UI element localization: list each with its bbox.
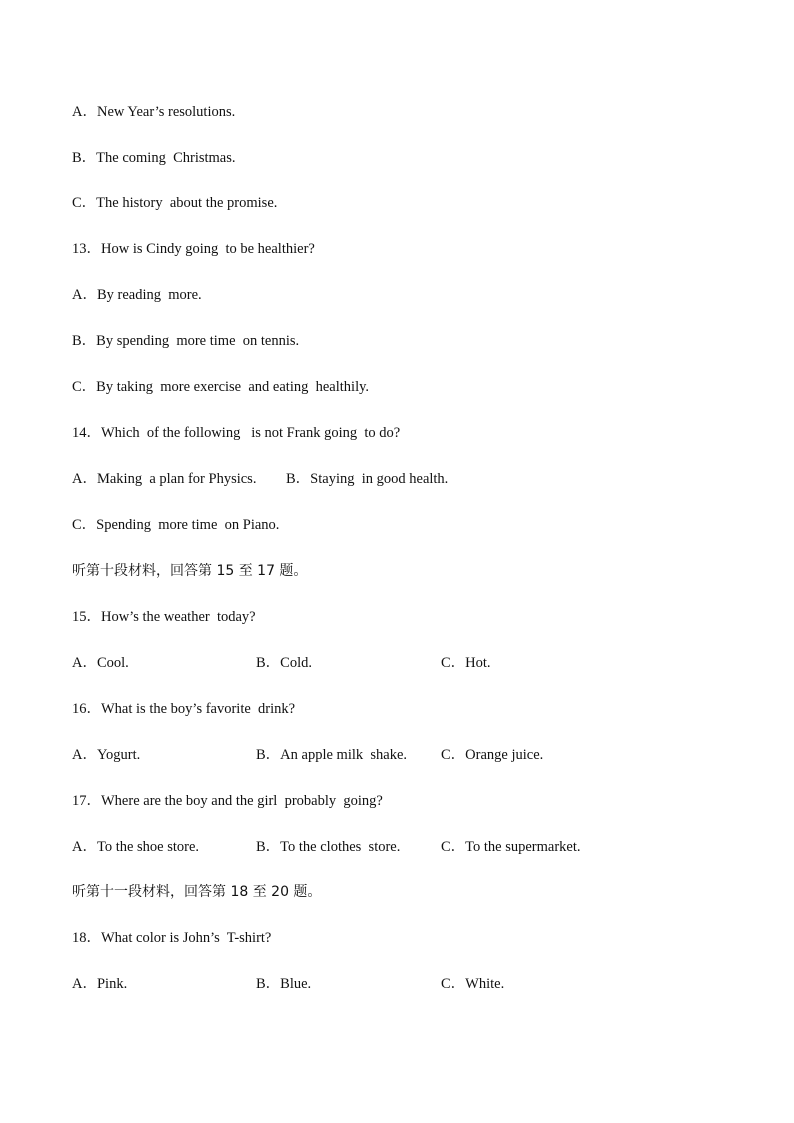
question-17: 17．Where are the boy and the girl probably going? [72,793,383,809]
q13-option-c: C．By taking more exercise and eating healthily. [72,379,370,395]
question-18: 18．What color is John’s T-shirt? [72,930,272,946]
question-16: 16．What is the boy’s favorite drink? [72,701,296,717]
q13-option-a: A．By reading more. [72,287,202,303]
q14-option-b: B．Staying in good health. [286,471,449,487]
q12-option-c: C．The history about the promise. [72,195,278,211]
q12-option-a: A．New Year’s resolutions. [72,104,236,120]
q16-options-row [72,746,722,764]
question-15: 15．How’s the weather today? [72,609,256,625]
q16-option-b: B．An apple milk shake. [256,747,408,763]
q12-option-b: B．The coming Christmas. [72,150,236,166]
q15-option-c: C．Hot. [441,655,491,671]
question-14: 14．Which of the following is not Frank going to do? [72,425,401,441]
section-11-instruction: 听第十一段材料，回答第 18 至 20 题。 [72,884,322,900]
q18-option-c: C．White. [441,976,505,992]
q15-option-b: B．Cold. [256,655,312,671]
q18-option-a: A．Pink. [72,976,128,992]
q15-option-a: A．Cool. [72,655,129,671]
q17-option-b: B．To the clothes store. [256,839,401,855]
question-13: 13．How is Cindy going to be healthier? [72,241,315,257]
q18-option-b: B．Blue. [256,976,312,992]
q17-option-c: C．To the supermarket. [441,839,581,855]
q16-option-a: A．Yogurt. [72,747,141,763]
q17-option-a: A．To the shoe store. [72,839,200,855]
q15-options-row [72,654,722,672]
q16-option-c: C．Orange juice. [441,747,544,763]
q14-options-row [72,470,722,488]
q18-options-row [72,975,722,993]
q13-option-b: B．By spending more time on tennis. [72,333,300,349]
q14-option-a: A．Making a plan for Physics. [72,471,257,487]
q17-options-row [72,838,722,856]
section-10-instruction: 听第十段材料，回答第 15 至 17 题。 [72,563,308,579]
q14-option-c: C．Spending more time on Piano. [72,517,280,533]
